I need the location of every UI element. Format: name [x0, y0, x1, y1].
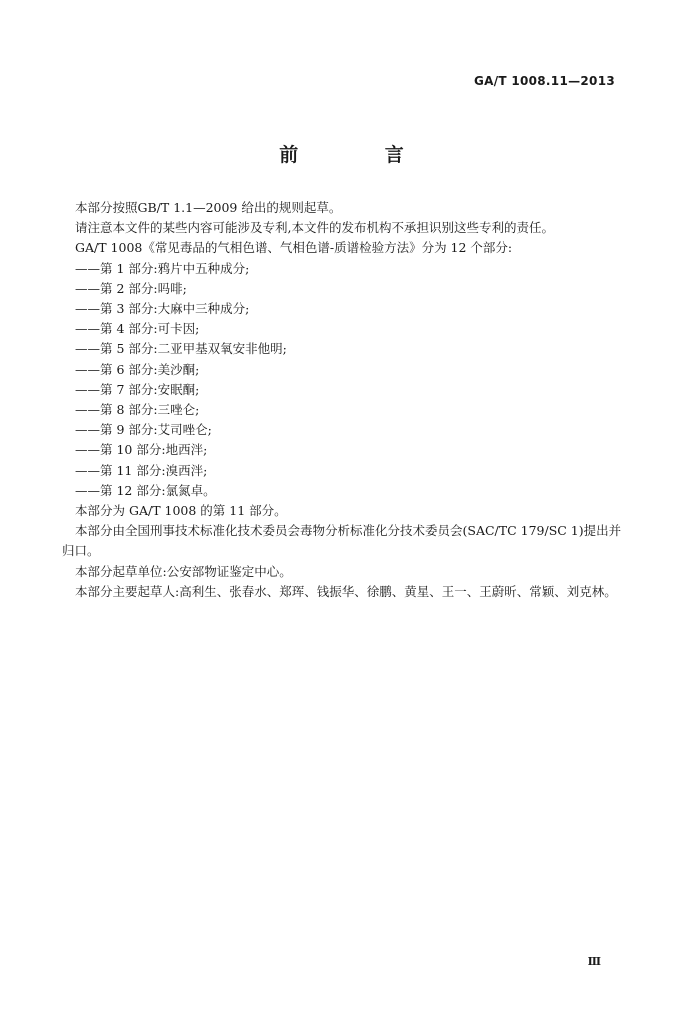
foreword-body [62, 198, 624, 602]
list-item-part-11: ——第 11 部分:溴西泮; [75, 462, 208, 478]
page-number: Ⅲ [587, 955, 601, 968]
list-item-part-7: ——第 7 部分:安眠酮; [75, 381, 200, 397]
list-item-part-5: ——第 5 部分:二亚甲基双氧安非他明; [75, 341, 287, 357]
paragraph-drafters: 本部分主要起草人:高利生、张春水、郑珲、钱振华、徐鹏、黄星、王一、王蔚昕、常颖、刘克林。 [75, 583, 617, 599]
list-item-part-2: ——第 2 部分:吗啡; [75, 280, 187, 296]
list-item-part-4: ——第 4 部分:可卡因; [75, 321, 200, 337]
standard-code: GA/T 1008.11—2013 [473, 74, 615, 88]
section-heading: 前 言 [279, 144, 444, 166]
list-item-part-8: ——第 8 部分:三唑仑; [75, 402, 200, 418]
paragraph-part-number: 本部分为 GA/T 1008 的第 11 部分。 [75, 503, 287, 519]
paragraph-parts-intro: GA/T 1008《常见毒品的气相色谱、气相色谱-质谱检验方法》分为 12 个部分: [75, 240, 513, 256]
list-item-part-9: ——第 9 部分:艾司唑仑; [75, 422, 212, 438]
paragraph-drafting-rules: 本部分按照GB/T 1.1—2009 给出的规则起草。 [75, 200, 342, 215]
list-item-part-12: ——第 12 部分:氯氮卓。 [75, 482, 216, 498]
paragraph-patent-notice: 请注意本文件的某些内容可能涉及专利,本文件的发布机构不承担识别这些专利的责任。 [75, 220, 554, 236]
paragraph-proposer: 本部分由全国刑事技术标准化技术委员会毒物分析标准化分技术委员会(SAC/TC 179/SC 1)提出并归口。 [62, 523, 622, 559]
list-item-part-3: ——第 3 部分:大麻中三种成分; [75, 301, 250, 317]
list-item-part-10: ——第 10 部分:地西泮; [75, 442, 208, 458]
list-item-part-6: ——第 6 部分:美沙酮; [75, 361, 200, 377]
list-item-part-1: ——第 1 部分:鸦片中五种成分; [75, 260, 250, 276]
paragraph-drafting-unit: 本部分起草单位:公安部物证鉴定中心。 [75, 563, 292, 579]
